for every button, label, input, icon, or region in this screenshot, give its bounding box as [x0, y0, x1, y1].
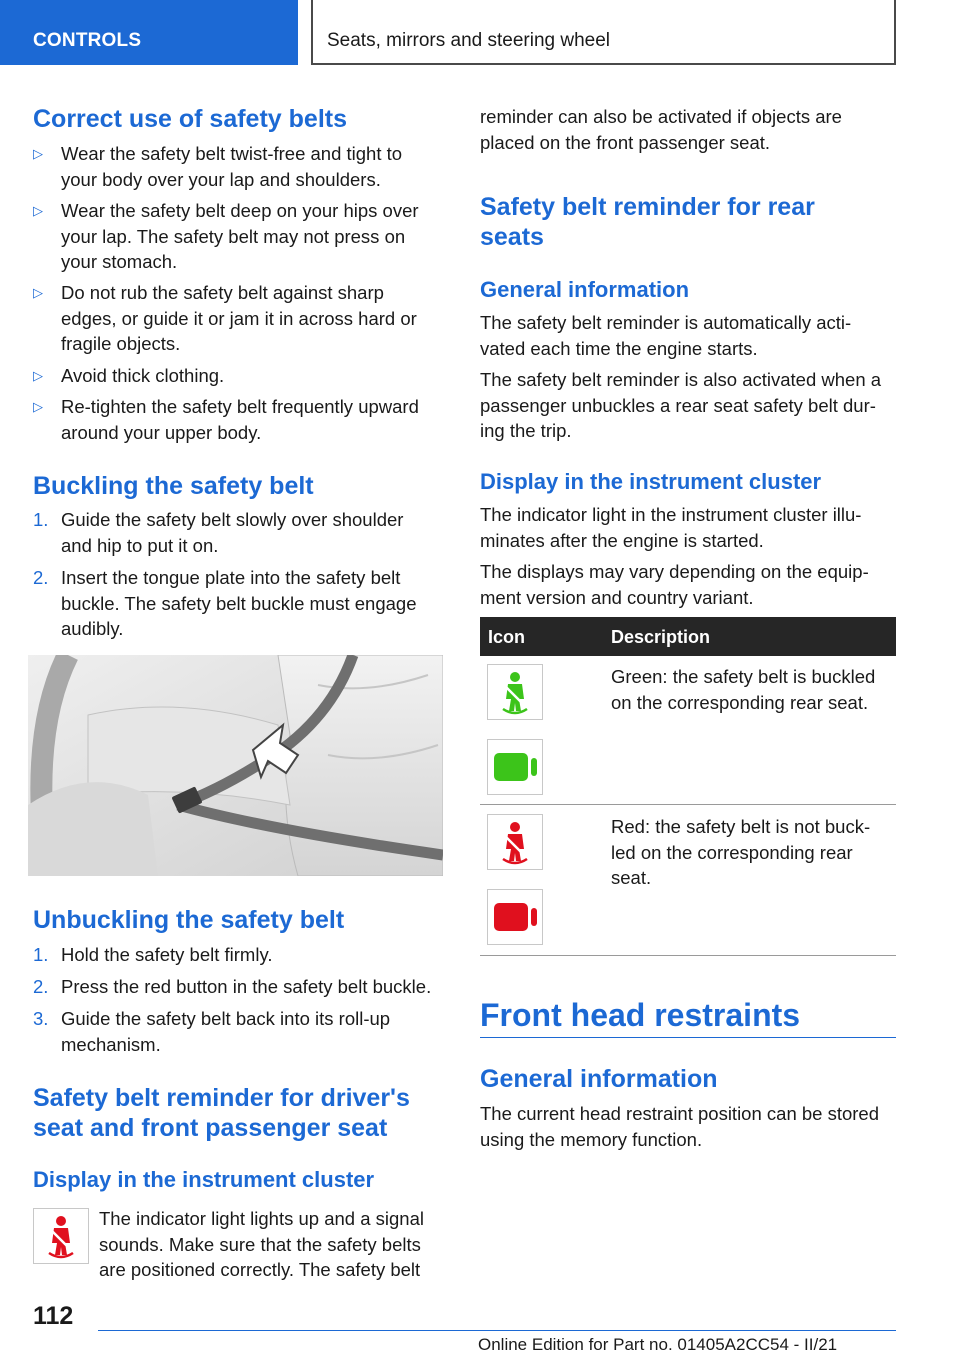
footer-edition: Online Edition for Part no. 01405A2CC54 - II/21: [478, 1335, 838, 1354]
table-header-description: Description: [611, 627, 711, 647]
numbered-step: 1. Guide the safety belt slowly over shoulder and hip to put it on.: [33, 509, 404, 556]
heading-buckling: Buckling the safety belt: [33, 472, 314, 500]
triangle-bullet-icon: ▷: [33, 285, 43, 300]
table-row-red-description: Red: the safety belt is not buck- led on the corresponding rear seat.: [611, 816, 871, 888]
rear-seat-green-icon: [487, 739, 543, 795]
table-row-divider: [480, 804, 896, 805]
subheading-display-cluster-rear: Display in the instrument cluster: [480, 469, 822, 494]
heading-underline: [480, 1037, 896, 1038]
general-info-text-2: The safety belt reminder is also activated when a passenger unbuckles a rear seat safety belt dur- ing the trip.: [480, 369, 882, 441]
table-header: [480, 617, 896, 656]
bullet-item: ▷ Do not rub the safety belt against sharp edges, or guide it or jam it in across hard or fragile objects.: [33, 282, 417, 354]
heading-correct-use: Correct use of safety belts: [33, 105, 347, 133]
bullet-item: ▷ Wear the safety belt deep on your hips over your lap. The safety belt may not press on your stomach.: [33, 200, 419, 272]
numbered-step: 2. Insert the tongue plate into the safety belt buckle. The safety belt buckle must engage audibly.: [33, 567, 417, 639]
header-section-tab: [0, 0, 298, 65]
footer-rule: [98, 1330, 896, 1331]
subheading-general-info: General information: [480, 277, 690, 302]
page-number: 112: [33, 1302, 74, 1330]
seat-belt-illustration: [28, 655, 443, 876]
continued-text: reminder can also be activated if objects are placed on the front passenger seat.: [480, 106, 842, 153]
table-header-icon: Icon: [488, 627, 526, 647]
bullet-item: ▷ Re-tighten the safety belt frequently upward around your upper body.: [33, 396, 419, 443]
table-row-green-description: Green: the safety belt is buckled on the corresponding rear seat.: [611, 666, 876, 713]
rear-seat-red-icon: [487, 889, 543, 945]
heading-reminder-rear: Safety belt reminder for rear seats: [480, 193, 815, 251]
heading-unbuckling: Unbuckling the safety belt: [33, 906, 345, 934]
numbered-step: 2. Press the red button in the safety belt buckle.: [33, 976, 432, 997]
numbered-step: 3. Guide the safety belt back into its roll-up mechanism.: [33, 1008, 391, 1055]
reminder-front-text: The indicator light lights up and a signal sounds. Make sure that the safety belts are positioned correctly. The safety belt: [99, 1208, 424, 1280]
header-chapter: Seats, mirrors and steering wheel: [327, 30, 611, 51]
triangle-bullet-icon: ▷: [33, 203, 43, 218]
subheading-display-cluster: Display in the instrument cluster: [33, 1167, 375, 1192]
heading-front-head-restraints: Front head restraints: [480, 997, 801, 1033]
heading-head-restraint-general: General information: [480, 1065, 718, 1093]
display-text-2: The displays may vary depending on the equip- ment version and country variant.: [480, 561, 869, 608]
triangle-bullet-icon: ▷: [33, 146, 43, 161]
head-restraint-text: The current head restraint position can be stored using the memory function.: [480, 1103, 880, 1150]
header-section: CONTROLS: [33, 30, 142, 51]
display-text-1: The indicator light in the instrument cluster illu- minates after the engine is started.: [480, 504, 862, 551]
seatbelt-buckled-green-icon: [487, 664, 543, 720]
bullet-item: ▷ Avoid thick clothing.: [33, 363, 445, 389]
heading-reminder-front: Safety belt reminder for driver's seat and front passenger seat: [33, 1084, 410, 1142]
seatbelt-unbuckled-red-icon: [487, 814, 543, 870]
bullet-item: ▷ Wear the safety belt twist-free and tight to your body over your lap and shoulders.: [33, 143, 403, 190]
triangle-bullet-icon: ▷: [33, 399, 43, 414]
numbered-step: 1. Hold the safety belt firmly.: [33, 944, 273, 965]
seat-belt-photo: [28, 655, 443, 876]
seatbelt-warning-red-icon: [33, 1208, 89, 1264]
general-info-text-1: The safety belt reminder is automatically acti- vated each time the engine starts.: [480, 312, 852, 359]
header-chapter-box: [311, 0, 896, 65]
triangle-bullet-icon: ▷: [33, 368, 43, 383]
table-bottom-divider: [480, 955, 896, 956]
